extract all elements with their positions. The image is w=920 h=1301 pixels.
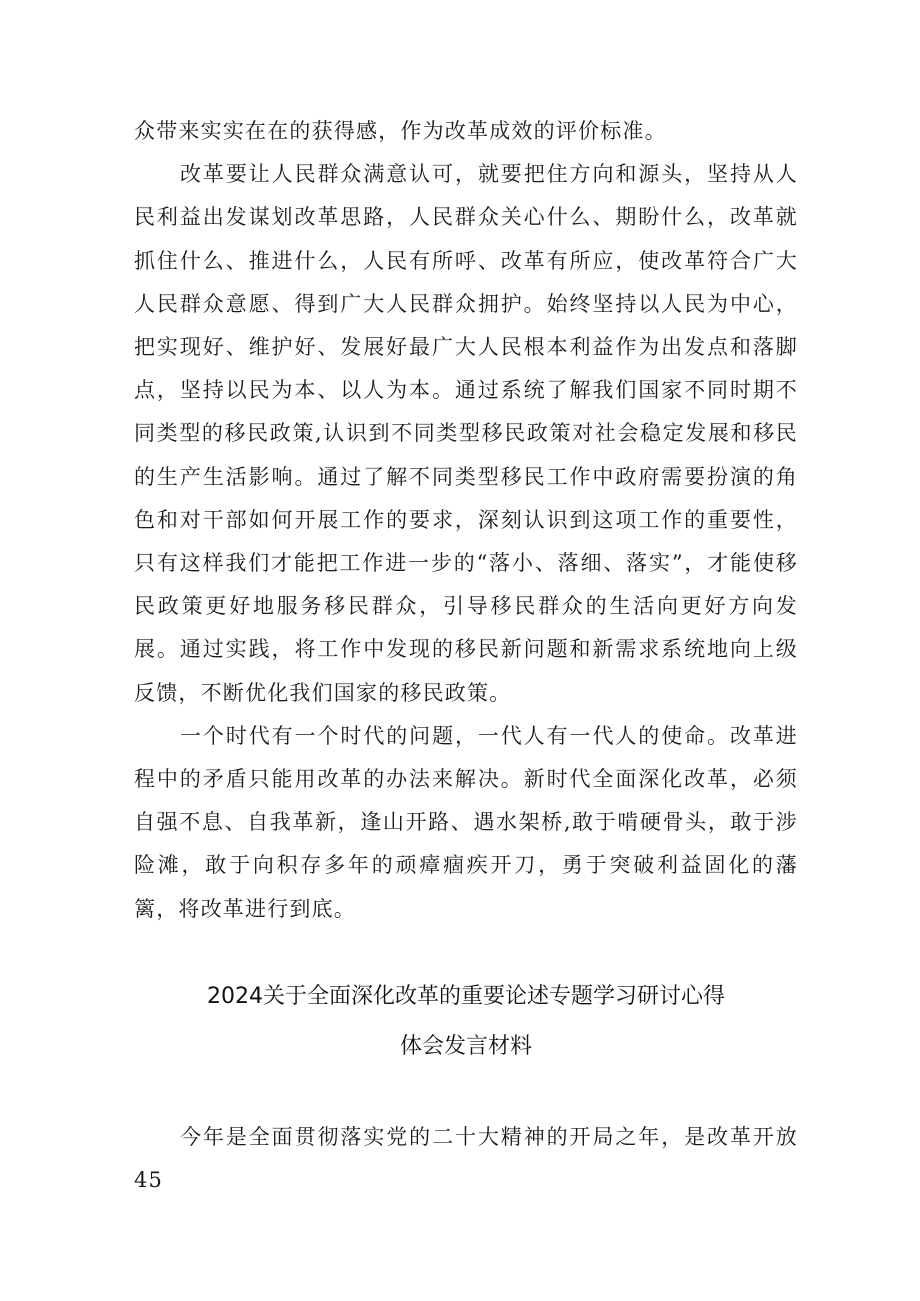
body-text-top <box>134 110 798 931</box>
paragraph-opening-year: 今年是全面贯彻落实党的二十大精神的开局之年，是改革开放45 <box>134 1125 798 1193</box>
paragraph-continuation: 众带来实实在在的获得感，作为改革成效的评价标准。 <box>134 119 667 143</box>
body-text-bottom <box>134 1116 798 1202</box>
section-title-line-1: 2024关于全面深化改革的重要论述专题学习研讨心得 <box>207 984 725 1009</box>
section-title-line-2: 体会发言材料 <box>399 1034 532 1059</box>
paragraph-reform-satisfaction: 改革要让人民群众满意认可，就要把住方向和源头，坚持从人民利益出发谋划改革思路，人民群众关心什么、期盼什么，改革就抓住什么、推进什么，人民有所呼、改革有所应，使改革符合广大人民群众意愿、得到广大人民群众拥护。始终坚持以人民为中心，把实现好、维护好、发展好最广大人民根本利益作为出发点和落脚点，坚持以民为本、以人为本。通过系统了解我们国家不同时期不同类型的移民政策,认识到不同类型移民政策对社会稳定发展和移民的生产生活影响。通过了解不同类型移民工作中政府需要扮演的角色和对干部如何开展工作的要求，深刻认识到这项工作的重要性，只有这样我们才能把工作进一步的“落小、落细、落实”，才能使移民政策更好地服务移民群众，引导移民群众的生活向更好方向发展。通过实践，将工作中发现的移民新问题和新需求系统地向上级反馈，不断优化我们国家的移民政策。 <box>134 162 798 705</box>
paragraph-era-mission: 一个时代有一个时代的问题，一代人有一代人的使命。改革进程中的矛盾只能用改革的办法来解决。新时代全面深化改革，必须自强不息、自我革新，逢山开路、遇水架桥,敢于啃硬骨头，敢于涉险滩，敢于向积存多年的顽瘴痼疾开刀，勇于突破利益固化的藩篱，将改革进行到底。 <box>134 723 798 921</box>
section-title <box>134 972 798 1072</box>
